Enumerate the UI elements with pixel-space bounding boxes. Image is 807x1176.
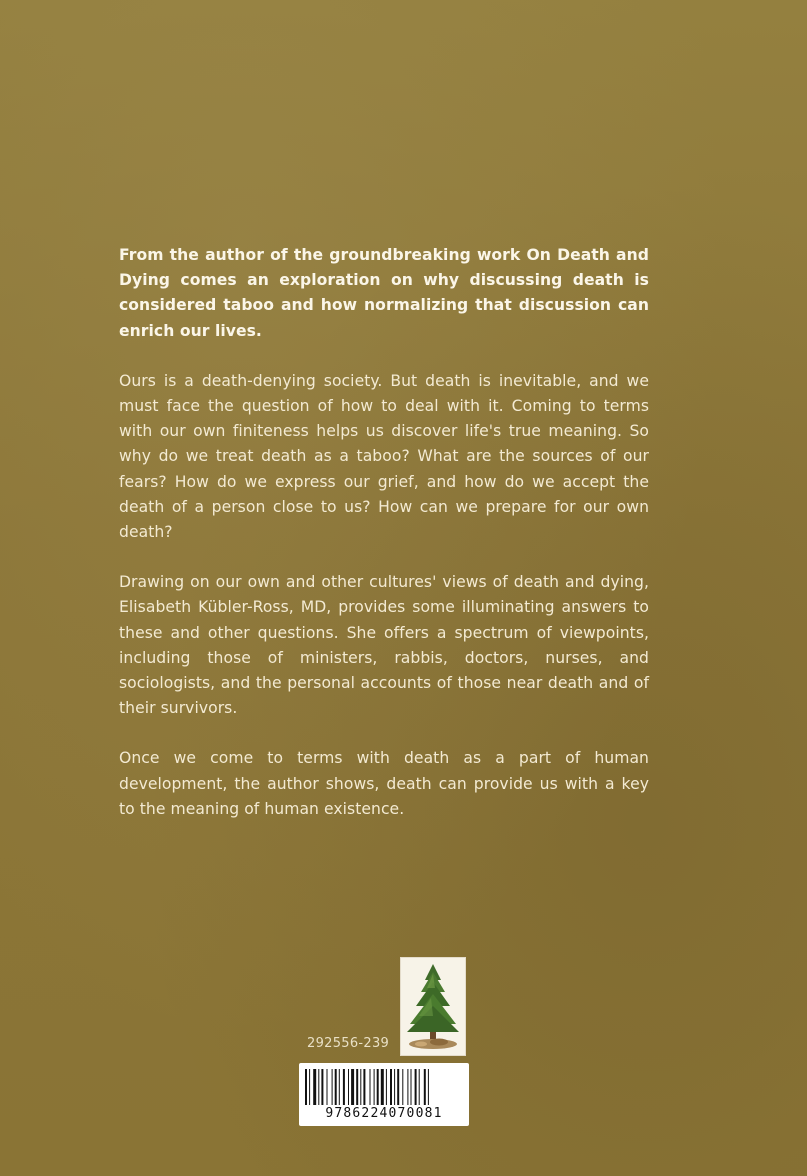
blurb-paragraph-4: Once we come to terms with death as a part of human development, the author shows, death can provide us with a key to the meaning of human existence. bbox=[119, 749, 649, 818]
barcode-bar bbox=[321, 1069, 323, 1105]
barcode-bar bbox=[348, 1069, 349, 1105]
barcode-bar bbox=[313, 1069, 316, 1105]
barcode-bar bbox=[356, 1069, 358, 1105]
barcode-bar bbox=[305, 1069, 307, 1105]
barcode-bars bbox=[305, 1069, 463, 1105]
barcode-bar bbox=[377, 1069, 379, 1105]
barcode-bar bbox=[402, 1069, 403, 1105]
barcode-bar bbox=[419, 1069, 420, 1105]
barcode-bar bbox=[397, 1069, 399, 1105]
evergreen-tree-icon bbox=[401, 958, 465, 1055]
barcode-bar bbox=[343, 1069, 345, 1105]
barcode-bar bbox=[381, 1069, 384, 1105]
blurb-text bbox=[119, 243, 649, 847]
barcode-bar bbox=[394, 1069, 395, 1105]
barcode-bar bbox=[332, 1069, 333, 1105]
barcode-bar bbox=[351, 1069, 354, 1105]
barcode-bar bbox=[415, 1069, 417, 1105]
barcode-bar bbox=[370, 1069, 371, 1105]
barcode-bar bbox=[327, 1069, 328, 1105]
publisher-code: 292556-239 bbox=[307, 1036, 390, 1051]
barcode-bar bbox=[363, 1069, 365, 1105]
barcode-bar bbox=[390, 1069, 392, 1105]
barcode-bar bbox=[411, 1069, 412, 1105]
barcode-bar bbox=[335, 1069, 337, 1105]
barcode-bar bbox=[407, 1069, 408, 1105]
barcode-bar bbox=[386, 1069, 387, 1105]
barcode-bar bbox=[309, 1069, 310, 1105]
isbn-number: 9786224070081 bbox=[325, 1106, 443, 1121]
publisher-logo bbox=[400, 957, 466, 1056]
isbn-barcode bbox=[299, 1063, 469, 1126]
barcode-bar bbox=[360, 1069, 361, 1105]
barcode-bar bbox=[318, 1069, 319, 1105]
blurb-paragraph-3: Drawing on our own and other cultures' views of death and dying, Elisabeth Kübler-Ross, MD, provides some illuminating answers to these and other questions. She offers a spectrum of viewpoints, including those of ministers, rabbis, doctors, nurses, and sociologists, and the personal accounts of those near death and of their survivors. bbox=[119, 573, 649, 718]
blurb-paragraph-2: Ours is a death-denying society. But death is inevitable, and we must face the question of how to deal with it. Coming to terms with our own finiteness helps us discover life's true meaning. So why do we treat death as a taboo? What are the sources of our fears? How do we express our grief, and how do we accept the death of a person close to us? How can we prepare for our own death? bbox=[119, 371, 649, 542]
barcode-bar bbox=[424, 1069, 426, 1105]
blurb-paragraph-1: From the author of the groundbreaking work On Death and Dying comes an exploration on why discussing death is considered taboo and how normalizing that discussion can enrich our lives. bbox=[119, 246, 649, 340]
barcode-bar bbox=[374, 1069, 375, 1105]
barcode-bar bbox=[428, 1069, 429, 1105]
barcode-bar bbox=[339, 1069, 340, 1105]
